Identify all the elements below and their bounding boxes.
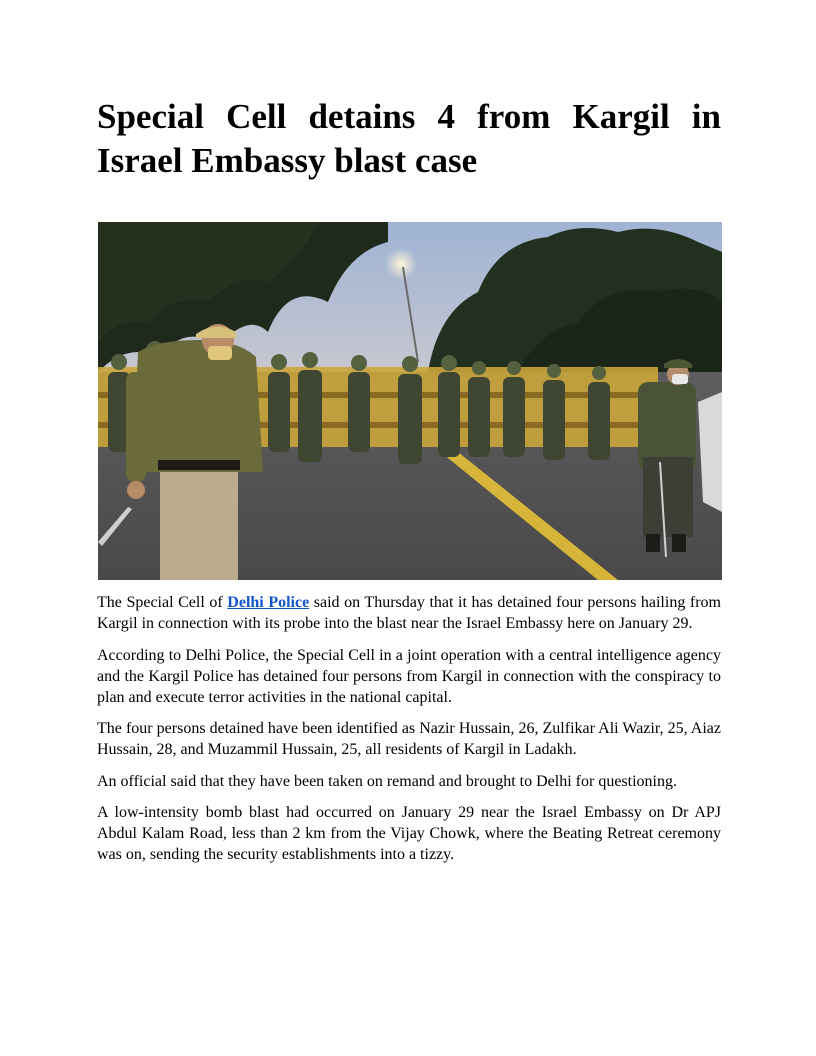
article-headline: Special Cell detains 4 from Kargil in Israel Embassy blast case <box>97 97 721 180</box>
article-body <box>97 592 721 876</box>
article-paragraph-1 <box>97 592 721 634</box>
delhi-police-link[interactable]: Delhi Police <box>227 594 310 611</box>
article-paragraph-5: A low-intensity bomb blast had occurred on January 29 near the Israel Embassy on Dr APJ Abdul Kalam Road, less than 2 km from the Vijay Chowk, where the Beating Retreat ceremony was on, sending the security establishments into a tizzy. <box>97 804 721 863</box>
article-paragraph-3: The four persons detained have been identified as Nazir Hussain, 26, Zulfikar Ali Wazir, 25, Aiaz Hussain, 28, and Muzammil Hussain, 25, all residents of Kargil in Ladakh. <box>97 720 721 758</box>
article-paragraph-4: An official said that they have been taken on remand and brought to Delhi for questioning. <box>97 772 677 790</box>
photo-illustration <box>98 222 722 580</box>
article-paragraph-2: According to Delhi Police, the Special Cell in a joint operation with a central intelligence agency and the Kargil Police has detained four persons from Kargil in connection with the conspiracy to plan and execute terror activities in the national capital. <box>97 646 721 706</box>
paragraph-1-text-start: The Special Cell of <box>97 594 228 611</box>
paragraph-1-text-end: said on Thursday that it has detained four persons hailing from Kargil in connection with its probe into the blast near the Israel Embassy here on January 29. <box>97 594 722 632</box>
article-photo <box>98 222 722 580</box>
